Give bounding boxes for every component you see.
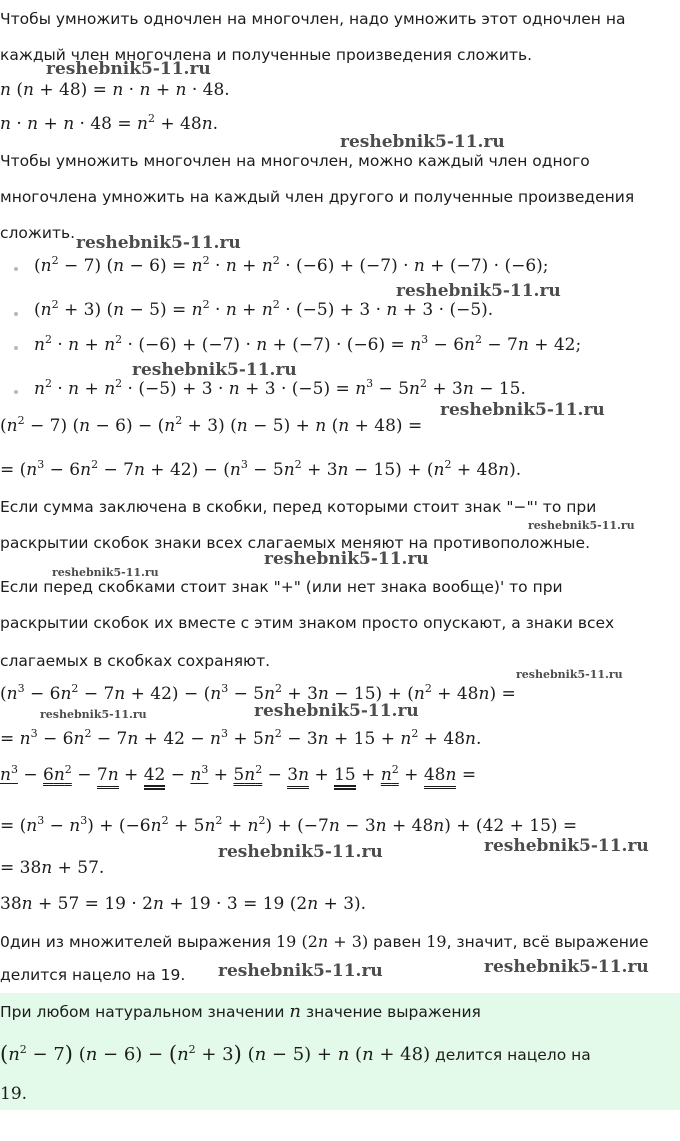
answer-line-3: 19. (0, 1084, 28, 1104)
watermark: reshebnik5-11.ru (516, 668, 623, 681)
formula-monomial-simplify: $n \cdot n + n \cdot 48 = n^2 + 48n$. (0, 112, 219, 134)
conclusion-text-a: 0дин из множителей выражения (0, 933, 272, 951)
formula-bullet-3: $n^2 \cdot n + n^2 \cdot (-6) + (-7) \cdot n + (-7) \cdot (-6) = n^3 - 6n^2 - 7n + 42$; (34, 333, 582, 355)
watermark: reshebnik5-11.ru (340, 132, 505, 152)
answer-text-b: значение выражения (305, 1003, 481, 1021)
rule-minus-line-2: раскрытии скобок знаки всех слагаемых меняют на противоположные. (0, 534, 590, 552)
formula-factor: 19 (2n + 3) (276, 932, 369, 951)
formula-original-expression: $(n^2 - 7) (n - 6) - (n^2 + 3) (n - 5) + n$ (n + 48) = (0, 414, 423, 436)
rule-monomial-line-1: Чтобы умножить одночлен на многочлен, надо умножить этот одночлен на (0, 10, 626, 28)
list-bullet (14, 312, 18, 316)
formula-opened: = $n^3 - 6n^2 - 7n + 42 - n^3 + 5n^2 - 3n + 15 + n^2 + 48n$. (0, 727, 482, 749)
watermark: reshebnik5-11.ru (76, 233, 241, 253)
watermark: reshebnik5-11.ru (440, 400, 605, 420)
answer-line-1: При любом натуральном значении n значение выражения (0, 1001, 481, 1022)
formula-bullet-4: $n^2 \cdot n + n^2 \cdot (-5) + 3 \cdot n + 3 \cdot (-5) = n^3 - 5n^2 + 3n - 15$. (34, 377, 526, 399)
watermark: reshebnik5-11.ru (218, 842, 383, 862)
rule-polynomial-line-3: сложить. (0, 224, 76, 242)
watermark: reshebnik5-11.ru (264, 549, 429, 569)
formula-grouped: = $(n^3 - n^3) + (-6n^2 + 5n^2 + n^2) + (-7n - 3n + 48n) + (42 + 15)$ = (0, 814, 578, 836)
formula-factored: 38n + 57 = 19 · 2n + 19 · 3 = 19 (2n + 3). (0, 894, 367, 914)
list-bullet (14, 267, 18, 271)
rule-monomial-line-2: каждый член многочлена и полученные произведения сложить. (0, 46, 533, 64)
list-bullet (14, 346, 18, 350)
watermark: reshebnik5-11.ru (484, 836, 649, 856)
answer-box (0, 993, 680, 1110)
list-bullet (14, 390, 18, 394)
formula-monomial-expand: n (n + 48) = n · n + n · 48. (0, 80, 230, 100)
watermark: reshebnik5-11.ru (528, 519, 635, 532)
formula-result: = 38n + 57. (0, 858, 105, 878)
conclusion-line-1 (0, 931, 649, 953)
rule-plus-line-1: Если перед скобками стоит знак "+" (или нет знака вообще)' то при (0, 578, 563, 596)
formula-nineteen: 19 (426, 932, 447, 951)
watermark: reshebnik5-11.ru (52, 566, 159, 579)
rule-minus-line-1: Если сумма заключена в скобки, перед которыми стоит знак "−"' то при (0, 498, 597, 516)
formula-bullet-2: $(n^2 + 3) (n - 5) = n^2 \cdot n + n^2 \cdot (-5) + 3 \cdot n + 3 \cdot (-5)$. (34, 298, 494, 320)
watermark: reshebnik5-11.ru (46, 59, 211, 79)
watermark: reshebnik5-11.ru (254, 701, 419, 721)
answer-formula: $(n^2 - 7) (n - 6) - (n^2 + 3) (n - 5) + n$ (n + 48) (0, 1042, 431, 1066)
watermark: reshebnik5-11.ru (218, 961, 383, 981)
rule-plus-line-2: раскрытии скобок их вместе с этим знаком просто опускают, а знаки всех (0, 614, 615, 632)
answer-line-2 (0, 1043, 591, 1066)
answer-text-tail: делится нацело на (435, 1046, 591, 1064)
rule-plus-line-3: слагаемых в скобках сохраняют. (0, 652, 271, 670)
watermark: reshebnik5-11.ru (396, 281, 561, 301)
rule-polynomial-line-1: Чтобы умножить многочлен на многочлен, можно каждый член одного (0, 152, 590, 170)
watermark: reshebnik5-11.ru (40, 708, 147, 721)
formula-bullet-1: $(n^2 - 7) (n - 6) = n^2 \cdot n + n^2 \cdot (-6) + (-7) \cdot n + (-7) \cdot (-6)$; (34, 254, 549, 276)
formula-substituted: = $(n^3 - 6n^2 - 7n + 42) - (n^3 - 5n^2 + 3n - 15) + (n^2 + 48n)$. (0, 458, 522, 480)
conclusion-text-b: равен (373, 933, 422, 951)
formula-like-terms: $n^3 - 6n^2 - 7n + 42 - n^3 + 5n^2 - 3n + 15 + n^2 + 48n$ = (0, 764, 476, 786)
watermark: reshebnik5-11.ru (484, 957, 649, 977)
conclusion-line-2: делится нацело на 19. (0, 966, 186, 984)
answer-text-a: При любом натуральном значении (0, 1003, 285, 1021)
watermark: reshebnik5-11.ru (132, 360, 297, 380)
formula-brackets: $(n^3 - 6n^2 - 7n + 42) - (n^3 - 5n^2 + 3n - 15) + (n^2 + 48n)$ = (0, 682, 516, 704)
rule-polynomial-line-2: многочлена умножить на каждый член другого и полученные произведения (0, 188, 635, 206)
conclusion-text-c: , значит, всё выражение (446, 933, 649, 951)
